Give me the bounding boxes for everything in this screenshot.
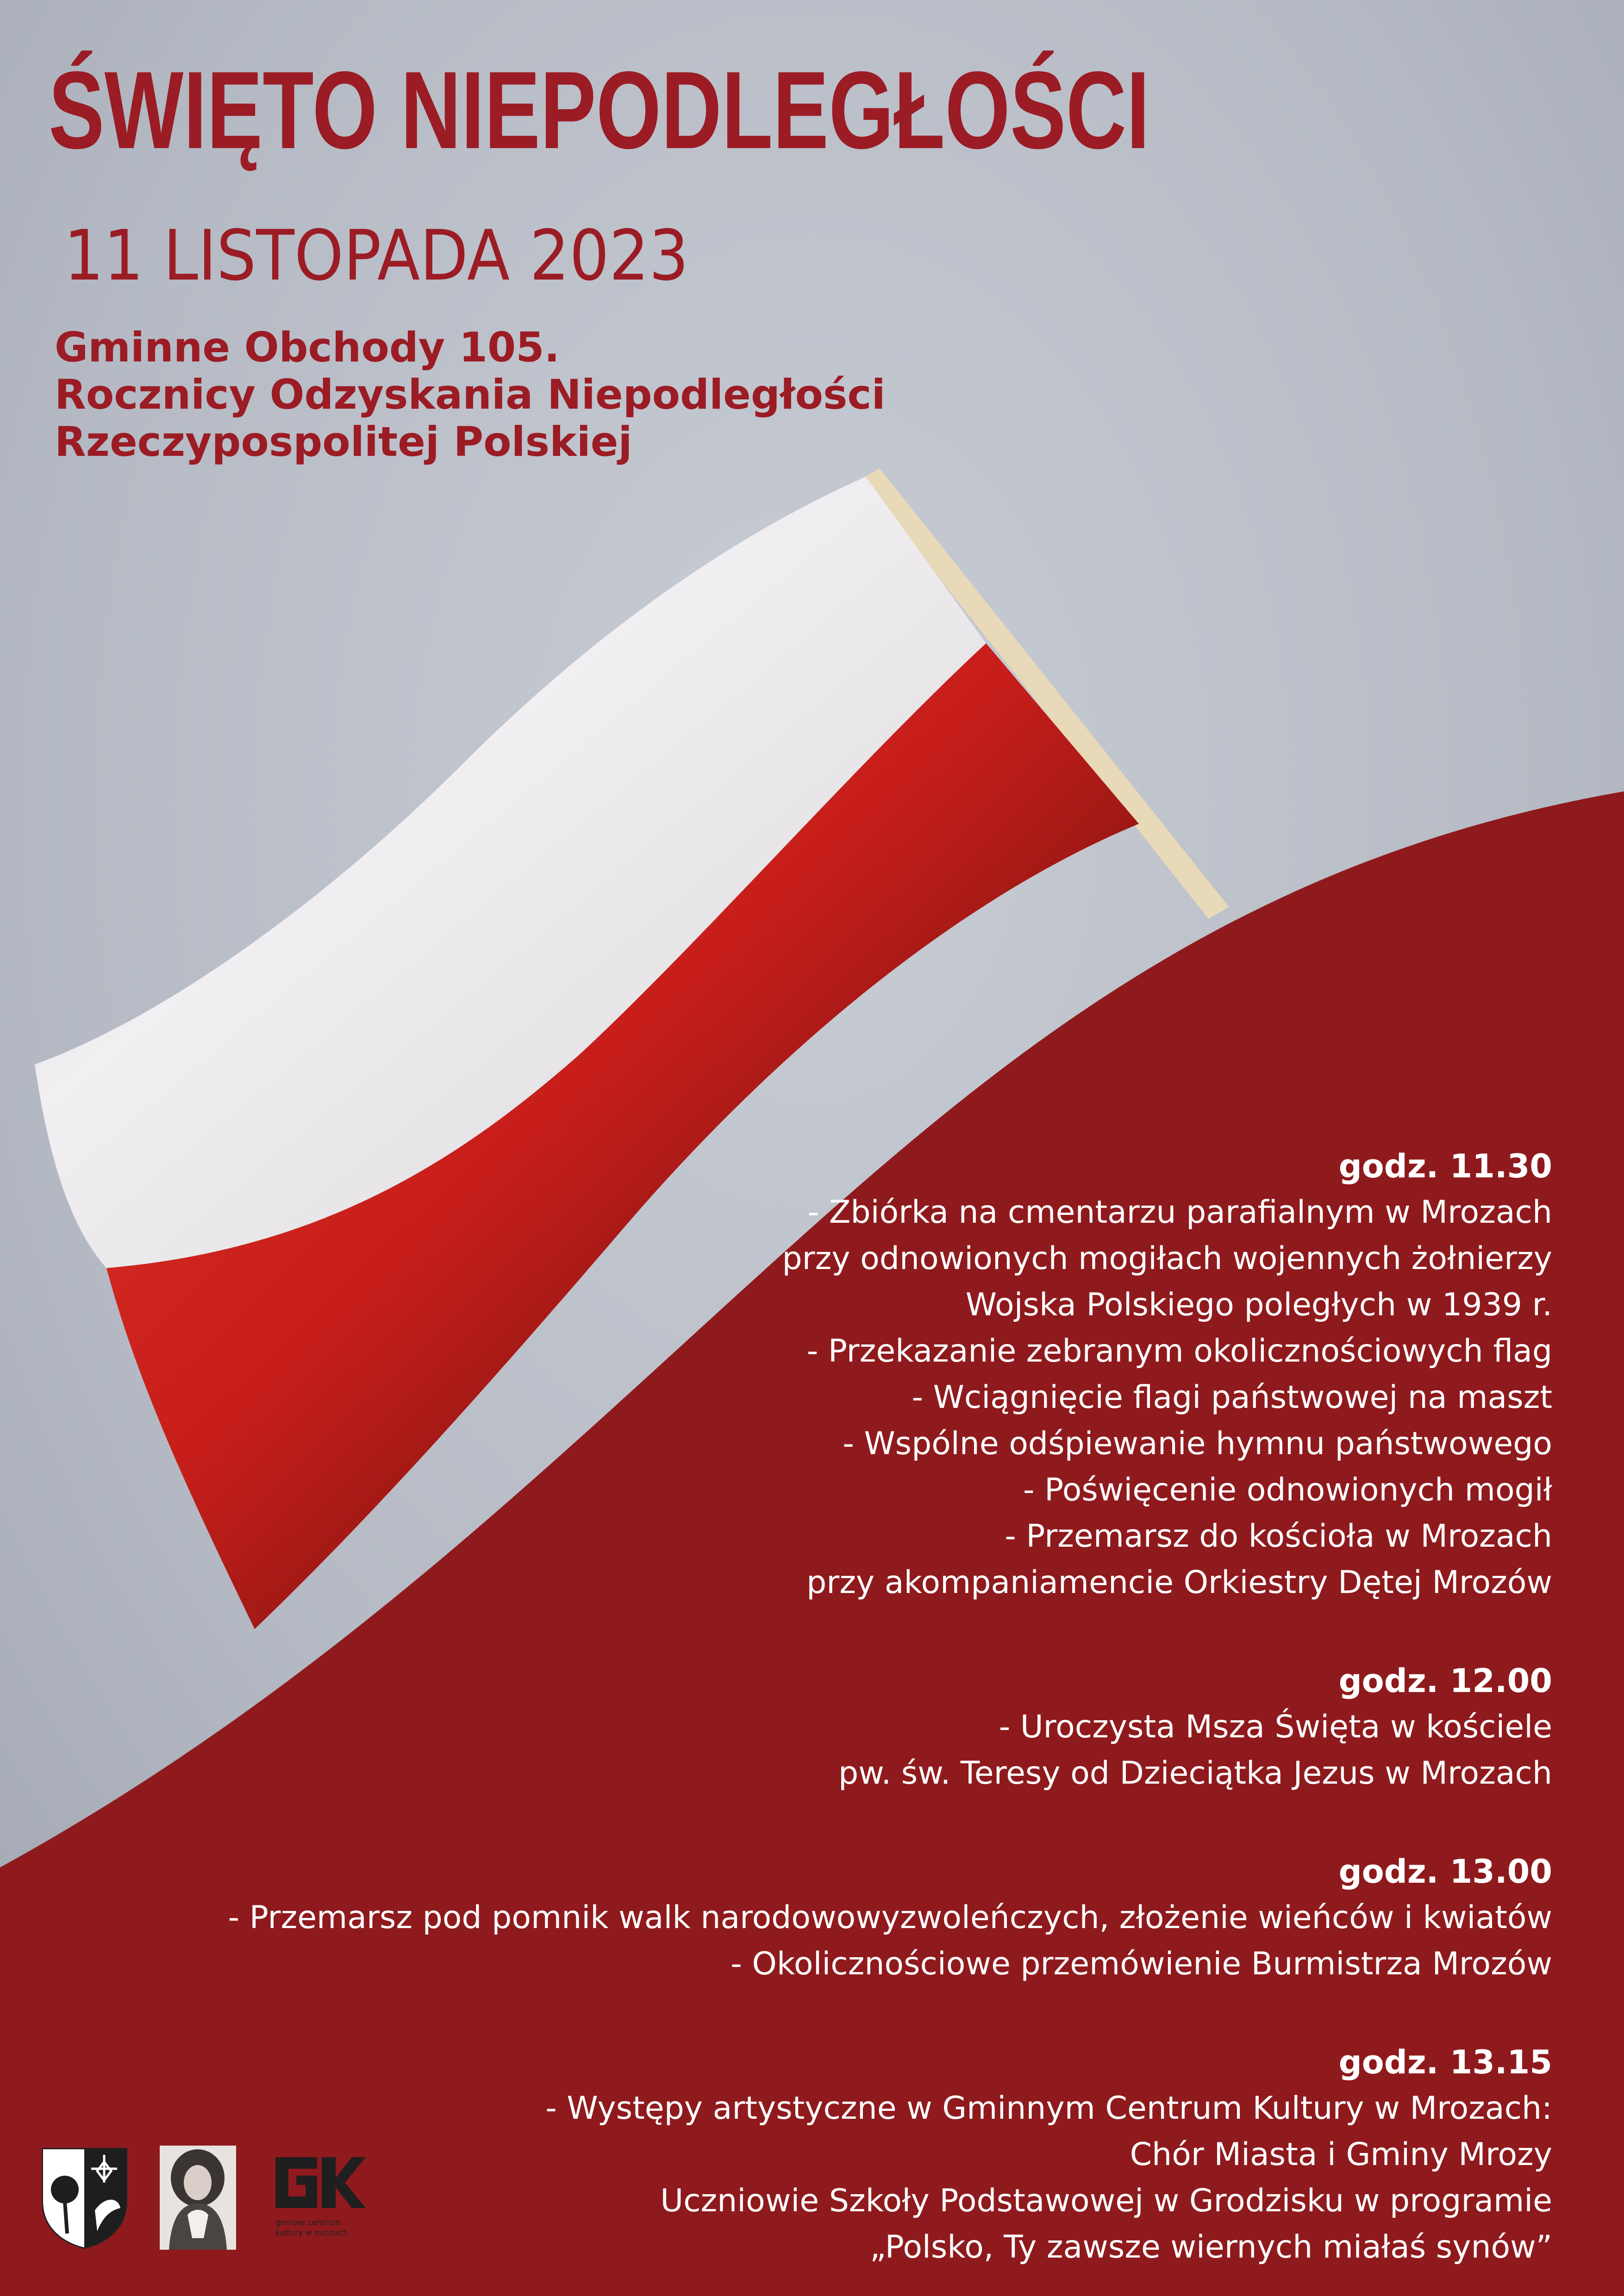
schedule-time: godz. 12.00 [1338,1662,1552,1700]
schedule [117,1143,1552,2296]
schedule-line: Uczniowie Szkoły Podstawowej w Grodzisku w programie [660,2183,1552,2219]
schedule-line: pw. św. Teresy od Dzieciątka Jezus w Mrozach [838,1755,1552,1792]
subtitle-line: Rzeczypospolitej Polskiej [55,418,632,466]
schedule-line: - Zbiórka na cmentarzu parafialnym w Mrozach [807,1194,1552,1231]
gck-caption-line: gminne centrum [275,2218,341,2228]
gck-caption-line: kultury w mrozach [275,2228,349,2238]
schedule-block [117,1143,1552,1606]
schedule-line: - Przemarsz do kościoła w Mrozach [1005,1518,1552,1555]
schedule-block [117,1658,1552,1797]
schedule-line: przy odnowionych mogiłach wojennych żołnierzy [782,1240,1552,1277]
schedule-line: „Polsko, Ty zawsze wiernych miałaś synów” [869,2229,1552,2265]
schedule-time: godz. 11.30 [1338,1147,1552,1185]
schedule-line: - Wciągnięcie flagi państwowej na maszt [912,1379,1552,1416]
schedule-line: Wojska Polskiego poległych w 1939 r. [965,1287,1552,1323]
schedule-line: - Poświęcenie odnowionych mogił [1023,1472,1552,1508]
schedule-line: - Przemarsz pod pomnik walk narodowowyzwoleńczych, złożenie wieńców i kwiatów [228,1899,1552,1936]
subtitle-line: Gminne Obchody 105. [55,324,560,371]
schedule-line: - Uroczysta Msza Święta w kościele [999,1709,1552,1745]
coat-of-arms-icon [39,2146,130,2250]
event-date: 11 LISTOPADA 2023 [64,216,689,296]
schedule-line: - Występy artystyczne w Gminnym Centrum Kultury w Mrozach: [545,2090,1552,2127]
gck-logo-icon [271,2146,368,2250]
schedule-line: - Wspólne odśpiewanie hymnu państwowego [843,1425,1552,1462]
schedule-line: - Przekazanie zebranym okolicznościowych flag [806,1333,1552,1369]
schedule-line: przy akompaniamencie Orkiestry Dętej Mrozów [806,1564,1552,1601]
schedule-block [117,1848,1552,1987]
page-title: ŚWIĘTO NIEPODLEGŁOŚCI [49,49,1150,172]
schedule-time: godz. 13.15 [1338,2043,1552,2081]
schedule-line: - Okolicznościowe przemówienie Burmistrza Mrozów [731,1946,1552,1982]
event-subtitle [55,324,886,466]
saint-portrait-icon [160,2146,236,2250]
schedule-time: godz. 13.00 [1338,1853,1552,1891]
schedule-line: Chór Miasta i Gminy Mrozy [1130,2136,1552,2173]
subtitle-line: Rocznicy Odzyskania Niepodległości [55,371,886,418]
